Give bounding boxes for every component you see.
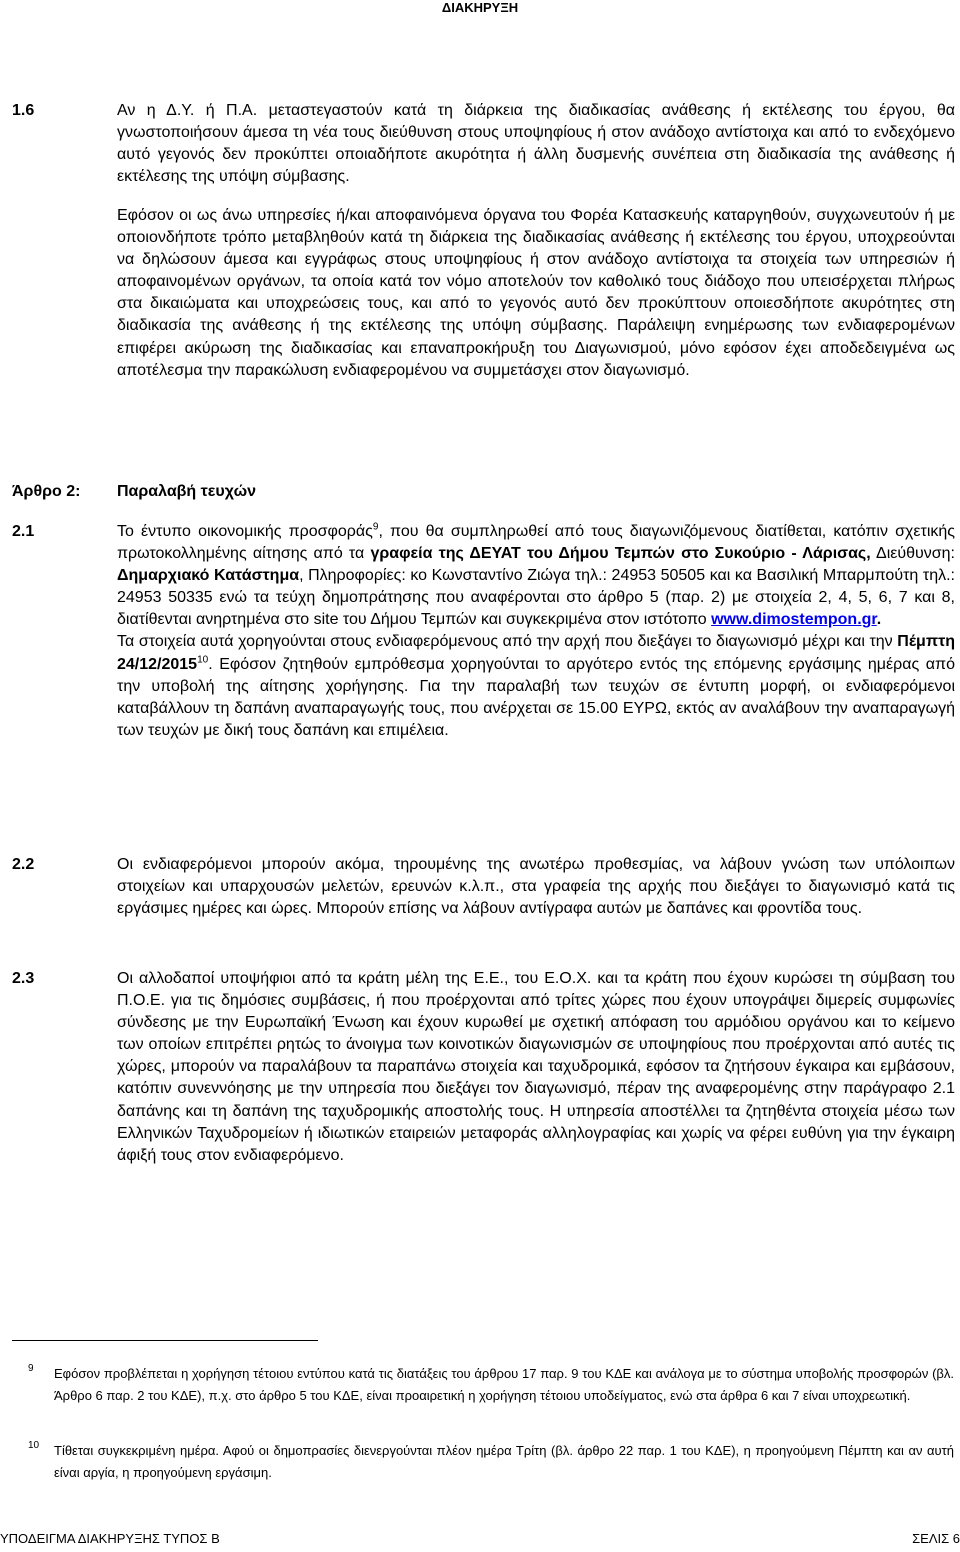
page-header: ΔΙΑΚΗΡΥΞΗ [441, 0, 519, 15]
footnote-ref-10[interactable]: 10 [197, 654, 209, 666]
footnote-text: Εφόσον προβλέπεται η χορήγηση τέτοιου εντύπου κατά τις διατάξεις του άρθρου 17 παρ. 9 του ΚΔΕ και ανάλογα με το σύστημα υποβολής προσφορών (βλ. Άρθρο 6 παρ. 2 του ΚΔΕ), π.χ. στο άρθρο 5 του ΚΔΕ, είναι προαιρετική η χορήγηση τέτοιου υποδείγματος, ενώ στα άρθρα 6 και 7 είναι υποχρεωτική. [54, 1366, 954, 1403]
section-number-2-2: 2.2 [12, 856, 35, 873]
paragraph-2-1 [117, 521, 955, 742]
article-title: Παραλαβή τευχών [117, 483, 256, 500]
bold-address: Δημαρχιακό Κατάστημα [117, 567, 300, 585]
footnote-number: 9 [28, 1363, 34, 1374]
section-number-2-1: 2.1 [12, 523, 35, 540]
article-label: Άρθρο 2: [12, 483, 81, 500]
text-span: . [876, 611, 882, 629]
paragraph-2-2: Οι ενδιαφερόμενοι μπορούν ακόμα, τηρουμένης της ανωτέρω προθεσμίας, να λάβουν γνώση των υπόλοιπων στοιχείων και υπαρχουσών μελετών, ερευνών κ.λ.π., στα γραφεία της αρχής που διεξάγει το διαγωνισμό κατά τις εργάσιμες ημέρες και ώρες. Μπορούν επίσης να λάβουν αντίγραφα αυτών με δαπάνες και φροντίδα τους. [117, 856, 955, 918]
footnote-number: 10 [28, 1440, 40, 1451]
bold-offices: γραφεία της ΔΕΥΑΤ του Δήμου Τεμπών στο Συκούριο - Λάρισας, [370, 545, 871, 563]
footnote-ref-9[interactable]: 9 [372, 521, 379, 533]
text-span: Τα στοιχεία αυτά χορηγούνται στους ενδιαφερόμενους από την αρχή που διεξάγει το διαγωνισμό μέχρι και την [117, 633, 898, 651]
footnote-separator [12, 1340, 318, 1341]
website-link[interactable]: www.dimostempon.gr [711, 611, 877, 629]
bold-date: Πέμπτη 24/12/2015 [117, 633, 955, 673]
paragraph-2-3: Οι αλλοδαποί υποψήφιοι από τα κράτη μέλη της Ε.Ε., του Ε.Ο.Χ. και τα κράτη που έχουν κυρώσει τη σύμβαση του Π.Ο.Ε. για τις δημόσιες συμβάσεις, ή που προέρχονται από τρίτες χώρες που έχουν υπογράψει διμερείς συμφωνίες σύνδεσης με την Ευρωπαϊκή Ένωση και έχουν κυρωθεί με σχετική απόφαση του αρμόδιου οργάνου και το κείμενο των οποίων επιτρέπει ρητώς το άνοιγμα των κοινοτικών διαγωνισμών σε υποψηφίους που προέρχονται από αυτές τις χώρες, μπορούν να παραλάβουν τα παραπάνω στοιχεία και ταχυδρομικά, εφόσον τα ζητήσουν έγκαιρα και εμβάσουν, κατόπιν συνεννόησης με την υπηρεσία που διεξάγει τον διαγωνισμό, πέραν της αναφερομένης στην παράγραφο 2.1 δαπάνης και τη δαπάνη της ταχυδρομικής αποστολής τους. Η υπηρεσία αποστέλλει τα ζητηθέντα στοιχεία μέσω των Ελληνικών Ταχυδρομείων ή ιδιωτικών εταιρειών μεταφοράς αλληλογραφίας και χωρίς να φέρει ευθύνη για την έγκαιρη άφιξή τους στον ενδιαφερόμενο. [117, 970, 955, 1164]
text-span: Διεύθυνση: [870, 545, 955, 563]
section-number-2-3: 2.3 [12, 970, 35, 987]
text-span: . Εφόσον ζητηθούν εμπρόθεσμα χορηγούνται το αργότερο εντός της επόμενης εργάσιμης ημέρας από την υποβολή της αίτησης χορήγησης. Για την παραλαβή των τευχών σε έντυπη μορφή, οι ενδιαφερόμενοι καταβάλλουν τη δαπάνη αναπαραγωγής τους, που ανέρχεται σε 15.00 ΕΥΡΩ, εκτός αν αναλάβουν την αναπαραγωγή των τευχών με δική τους δαπάνη και επιμέλεια. [117, 655, 955, 739]
text-span: , που θα συμπληρωθεί από τους διαγωνιζόμενους διατίθεται, κατόπιν σχετικής πρωτοκολλημένης αίτησης από τα [117, 523, 955, 563]
footer-doc-type: ΥΠΟΔΕΙΓΜΑ ΔΙΑΚΗΡΥΞΗΣ ΤΥΠΟΣ Β [0, 1531, 220, 1546]
footnote-text: Τίθεται συγκεκριμένη ημέρα. Αφού οι δημοπρασίες διενεργούνται πλέον ημέρα Τρίτη (βλ. άρθρο 22 παρ. 1 του ΚΔΕ), η προηγούμενη Πέμπτη και αν αυτή είναι αργία, η προηγούμενη εργάσιμη. [54, 1443, 954, 1480]
section-number-1-6: 1.6 [12, 102, 35, 119]
footer-page-number: ΣΕΛΙΣ 6 [912, 1531, 960, 1546]
paragraph-relocation: Αν η Δ.Υ. ή Π.Α. μεταστεγαστούν κατά τη διάρκεια της διαδικασίας ανάθεσης ή εκτέλεσης του έργου, θα γνωστοποιήσουν άμεσα τη νέα τους διεύθυνση στους υποψηφίους ή στον ανάδοχο αντίστοιχα και από το ενδεχόμενο αυτό γεγονός δεν προκύπτει οποιαδήποτε ακυρότητα ή άλλη δυσμενής συνέπεια στη διαδικασία της ανάθεσης ή εκτέλεσης της υπόψη σύμβασης. [117, 102, 955, 186]
text-span: , Πληροφορίες: κο Κωνσταντίνο Ζιώγα τηλ.: 24953 50505 και κα Βασιλική Μπαρμπούτη τηλ.: 24953 50335 ενώ τα τεύχη δημοπράτησης που αναφέρονται στο άρθρο 5 (παρ. 2) με στοιχεία 2, 4, 5, 6, 7 και 8, διατίθενται ανηρτημένα στο site του Δήμου Τεμπών και συγκεκριμένα στον ιστότοπο [117, 567, 955, 629]
paragraph-succession: Εφόσον οι ως άνω υπηρεσίες ή/και αποφαινόμενα όργανα του Φορέα Κατασκευής καταργηθούν, συγχωνευτούν ή με οποιονδήποτε τρόπο μεταβληθούν κατά τη διάρκεια της διαδικασίας ανάθεσης ή εκτέλεσης του έργου, υποχρεούνται να δηλώσουν άμεσα και εγγράφως στους υποψηφίους ή στον ανάδοχο αντίστοιχα τα στοιχεία των υπηρεσιών ή αποφαινομένων οργάνων, τα οποία κατά τον νόμο αποτελούν τον καθολικό τους διάδοχο που υπεισέρχεται πλήρως στα δικαιώματα και υποχρεώσεις τους, και από το γεγονός αυτό δεν προκύπτουν οποιεσδήποτε ακυρότητες στη διαδικασία της ανάθεσης ή της εκτέλεσης της υπόψη σύμβασης. Παράλειψη ενημέρωσης των ενδιαφερομένων επιφέρει ακύρωση της διαδικασίας και επαναπροκήρυξη του Διαγωνισμού, μόνο εφόσον έχει αποδεδειγμένα ως αποτέλεσμα την παρακώλυση ενδιαφερομένου να συμμετάσχει στον διαγωνισμό. [117, 207, 955, 379]
text-span: Το έντυπο οικονομικής προσφοράς [117, 523, 373, 540]
